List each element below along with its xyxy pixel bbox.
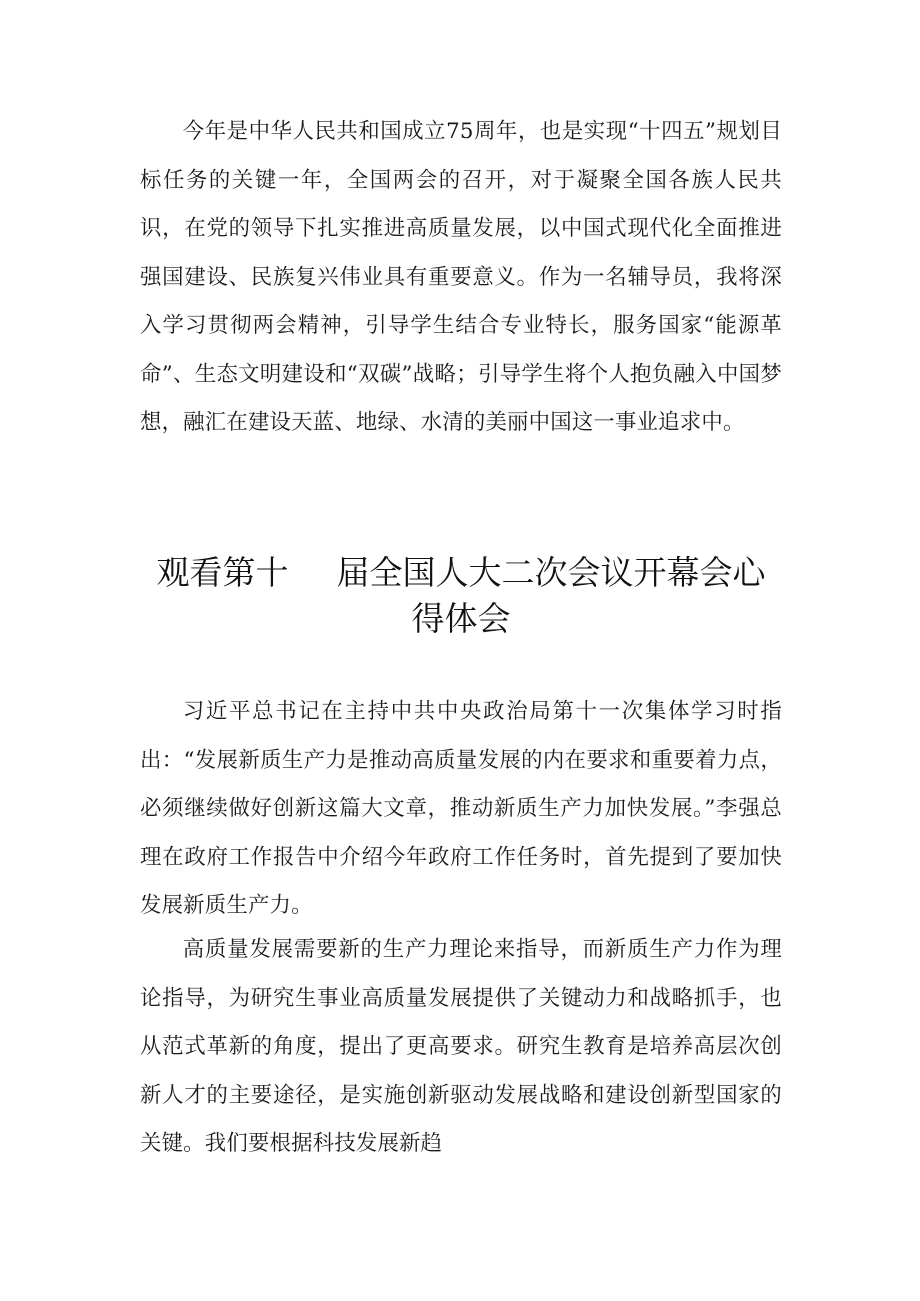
- title-part-2: 届全国人大二次会议开幕会心: [336, 553, 766, 592]
- article-title: [140, 550, 782, 642]
- paragraph-intro: 今年是中华人民共和国成立75周年，也是实现“十四五”规划目标任务的关键一年，全国两会的召开，对于凝聚全国各族人民共识，在党的领导下扎实推进高质量发展，以中国式现代化全面推进强国建设、民族复兴伟业具有重要意义。作为一名辅导员，我将深入学习贯彻两会精神，引导学生结合专业特长，服务国家“能源革命”、生态文明建设和“双碳”战略；引导学生将个人抱负融入中国梦想，融汇在建设天蓝、地绿、水清的美丽中国这一事业追求中。: [140, 119, 782, 435]
- title-part-3: 得体会: [411, 599, 511, 638]
- paragraph-quote: 习近平总书记在主持中共中央政治局第十一次集体学习时指出：“发展新质生产力是推动高质量发展的内在要求和重要着力点，必须继续做好创新这篇大文章，推动新质生产力加快发展。”李强总理在政府工作报告中介绍今年政府工作任务时，首先提到了要加快发展新质生产力。: [140, 699, 782, 918]
- paragraph-analysis: 高质量发展需要新的生产力理论来指导，而新质生产力作为理论指导，为研究生事业高质量发展提供了关键动力和战略抓手，也从范式革新的角度，提出了更高要求。研究生教育是培养高层次创新人才的主要途径，是实施创新驱动发展战略和建设创新型国家的关键。我们要根据科技发展新趋: [140, 937, 782, 1156]
- title-part-1: 观看第十: [156, 553, 289, 592]
